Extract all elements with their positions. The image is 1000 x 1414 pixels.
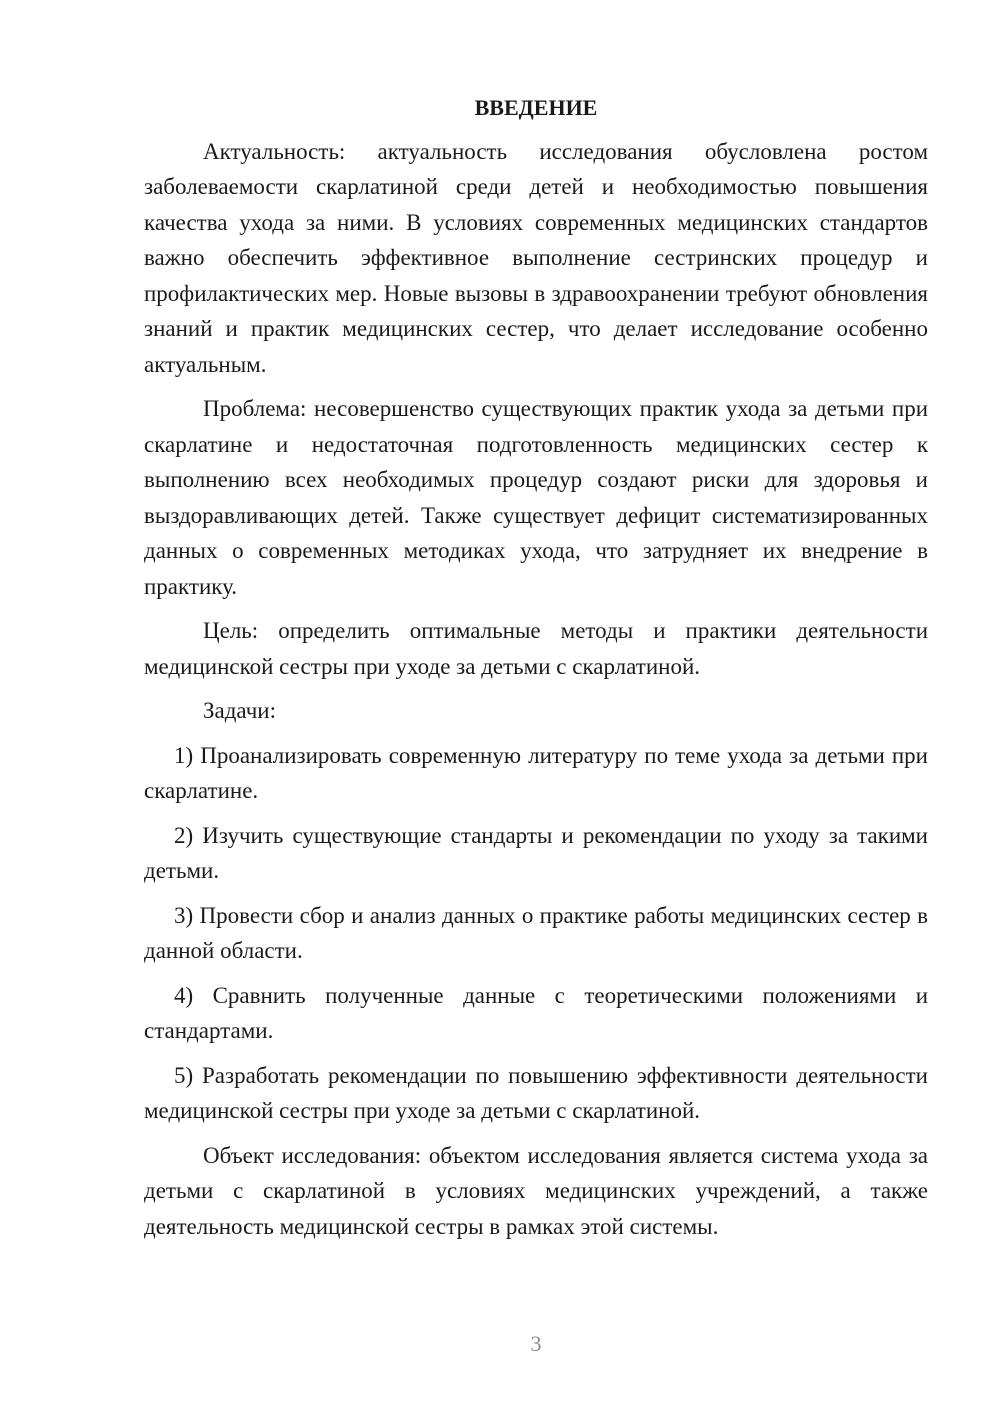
task-item-5: 5) Разработать рекомендации по повышению эффективности деятельности медицинской сестры при уходе за детьми с скарлатиной. — [144, 1062, 928, 1123]
document-page — [144, 90, 928, 1253]
task-item-3: 3) Провести сбор и анализ данных о практике работы медицинских сестер в данной области. — [144, 902, 928, 963]
page-number: 3 — [530, 1331, 542, 1356]
task-item-1: 1) Проанализировать современную литературу по теме ухода за детьми при скарлатине. — [144, 742, 928, 803]
task-item-2: 2) Изучить существующие стандарты и рекомендации по уходу за такими детьми. — [144, 822, 928, 883]
task-item-4: 4) Сравнить полученные данные с теоретическими положениями и стандартами. — [144, 982, 928, 1043]
tasks-heading: Задачи: — [203, 698, 276, 723]
relevance-paragraph: Актуальность: актуальность исследования обусловлена ростом заболеваемости скарлатиной среди детей и необходимостью повышения качества ухода за ними. В условиях современных медицинских стандартов важно обеспечить эффективное выполнение сестринских процедур и профилактических мер. Новые вызовы в здравоохранении требуют обновления знаний и практик медицинских сестер, что делает исследование особенно актуальным. — [144, 138, 928, 377]
section-title: ВВЕДЕНИЕ — [474, 95, 598, 120]
problem-paragraph: Проблема: несовершенство существующих практик ухода за детьми при скарлатине и недостаточная подготовленность медицинских сестер к выполнению всех необходимых процедур создают риски для здоровья и выздоравливающих детей. Также существует дефицит систематизированных данных о современных методиках ухода, что затрудняет их внедрение в практику. — [144, 396, 928, 599]
object-paragraph: Объект исследования: объектом исследования является система ухода за детьми с скарлатиной в условиях медицинских учреждений, а также деятельность медицинской сестры в рамках этой системы. — [144, 1142, 928, 1239]
goal-paragraph: Цель: определить оптимальные методы и практики деятельности медицинской сестры при уходе за детьми с скарлатиной. — [144, 618, 928, 679]
